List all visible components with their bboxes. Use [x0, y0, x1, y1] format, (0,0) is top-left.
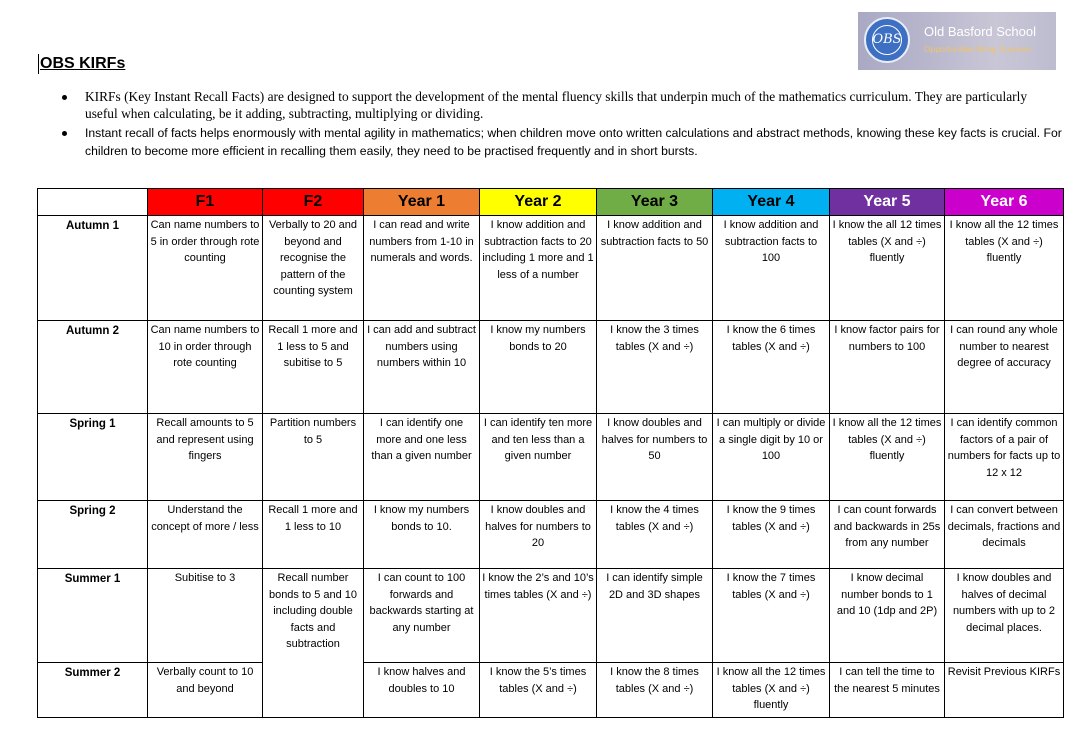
kirf-table [37, 188, 1064, 718]
table-cell: Recall 1 more and 1 less to 5 and subitise to 5 [263, 321, 364, 414]
table-cell: Verbally to 20 and beyond and recognise the pattern of the counting system [263, 216, 364, 321]
table-row [38, 663, 1064, 718]
table-cell: Recall number bonds to 5 and 10 including double facts and subtraction [263, 569, 364, 718]
table-cell: I know the 7 times tables (X and ÷) [713, 569, 830, 663]
table-cell: I know the 9 times tables (X and ÷) [713, 501, 830, 569]
table-cell: I know my numbers bonds to 10. [364, 501, 480, 569]
school-logo [858, 12, 1056, 70]
table-row [38, 216, 1064, 321]
page-title: OBS KIRFs [40, 55, 126, 72]
table-cell: I know addition and subtraction facts to 50 [597, 216, 713, 321]
table-cell: I can identify common factors of a pair of numbers for facts up to 12 x 12 [945, 414, 1064, 501]
intro-bullet: KIRFs (Key Instant Recall Facts) are designed to support the development of the mental fluency skills that underpin much of the mathematics curriculum. They are particularly useful when calculating, be it adding, subtracting, multiplying or dividing. [62, 88, 1062, 122]
table-cell: I can count to 100 forwards and backwards starting at any number [364, 569, 480, 663]
table-cell: I know the 4 times tables (X and ÷) [597, 501, 713, 569]
intro-bullet: Instant recall of facts helps enormously with mental agility in mathematics; when children move onto written calculations and abstract methods, knowing these key facts is crucial. For children to become more efficient in recalling them easily, they need to be practised frequently and in short bursts. [62, 124, 1062, 160]
table-cell: I can read and write numbers from 1-10 in numerals and words. [364, 216, 480, 321]
term-label: Autumn 2 [38, 321, 148, 414]
intro-bullet-list [62, 88, 1062, 160]
table-cell: I can identify simple 2D and 3D shapes [597, 569, 713, 663]
term-label: Spring 2 [38, 501, 148, 569]
table-cell: Revisit Previous KIRFs [945, 663, 1064, 718]
table-cell: I know doubles and halves for numbers to 50 [597, 414, 713, 501]
year-header-year-6: Year 6 [945, 189, 1064, 216]
table-cell: I know the all 12 times tables (X and ÷) fluently [830, 216, 945, 321]
table-cell: I know halves and doubles to 10 [364, 663, 480, 718]
year-header-year-4: Year 4 [713, 189, 830, 216]
table-cell: I know the 2’s and 10’s times tables (X and ÷) [480, 569, 597, 663]
table-cell: I can identify one more and one less than a given number [364, 414, 480, 501]
table-cell: I know the 6 times tables (X and ÷) [713, 321, 830, 414]
table-row [38, 414, 1064, 501]
table-cell: I know all the 12 times tables (X and ÷) fluently [830, 414, 945, 501]
table-cell: I know the 5’s times tables (X and ÷) [480, 663, 597, 718]
table-cell: Recall 1 more and 1 less to 10 [263, 501, 364, 569]
table-cell: I can convert between decimals, fractions and decimals [945, 501, 1064, 569]
term-label: Summer 1 [38, 569, 148, 663]
school-name: Old Basford School [924, 24, 1037, 39]
table-body [38, 216, 1064, 718]
table-cell: I know doubles and halves for numbers to 20 [480, 501, 597, 569]
table-cell: I know decimal number bonds to 1 and 10 (1dp and 2P) [830, 569, 945, 663]
table-cell: I can add and subtract numbers using numbers within 10 [364, 321, 480, 414]
table-cell: Can name numbers to 10 in order through rote counting [148, 321, 263, 414]
term-label: Summer 2 [38, 663, 148, 718]
term-label: Spring 1 [38, 414, 148, 501]
school-motto: Opportunities Bring Success [924, 44, 1032, 54]
table-cell: I know the 3 times tables (X and ÷) [597, 321, 713, 414]
table-cell: Recall amounts to 5 and represent using fingers [148, 414, 263, 501]
school-crest-icon [864, 17, 910, 63]
table-cell: I know the 8 times tables (X and ÷) [597, 663, 713, 718]
year-header-year-1: Year 1 [364, 189, 480, 216]
year-header-f2: F2 [263, 189, 364, 216]
year-header-year-2: Year 2 [480, 189, 597, 216]
table-cell: I can count forwards and backwards in 25s from any number [830, 501, 945, 569]
table-cell: I can multiply or divide a single digit by 10 or 100 [713, 414, 830, 501]
table-cell: Partition numbers to 5 [263, 414, 364, 501]
table-row [38, 321, 1064, 414]
year-header-year-3: Year 3 [597, 189, 713, 216]
table-cell: I know addition and subtraction facts to 100 [713, 216, 830, 321]
term-label: Autumn 1 [38, 216, 148, 321]
year-header-f1: F1 [148, 189, 263, 216]
table-cell: Understand the concept of more / less [148, 501, 263, 569]
table-cell: I can tell the time to the nearest 5 minutes [830, 663, 945, 718]
table-cell: I know factor pairs for numbers to 100 [830, 321, 945, 414]
table-cell: Subitise to 3 [148, 569, 263, 663]
year-header-year-5: Year 5 [830, 189, 945, 216]
table-row [38, 501, 1064, 569]
table-row [38, 569, 1064, 663]
table-cell: I know all the 12 times tables (X and ÷) fluently [713, 663, 830, 718]
table-cell: Can name numbers to 5 in order through rote counting [148, 216, 263, 321]
table-cell: I can round any whole number to nearest degree of accuracy [945, 321, 1064, 414]
table-cell: Verbally count to 10 and beyond [148, 663, 263, 718]
table-cell: I know addition and subtraction facts to 20 including 1 more and 1 less of a number [480, 216, 597, 321]
crest-monogram: OBS [872, 32, 902, 47]
header-row [38, 189, 1064, 216]
table-cell: I know doubles and halves of decimal numbers with up to 2 decimal places. [945, 569, 1064, 663]
table-cell: I know my numbers bonds to 20 [480, 321, 597, 414]
table-cell: I know all the 12 times tables (X and ÷) fluently [945, 216, 1064, 321]
table-cell: I can identify ten more and ten less than a given number [480, 414, 597, 501]
corner-cell [38, 189, 148, 216]
